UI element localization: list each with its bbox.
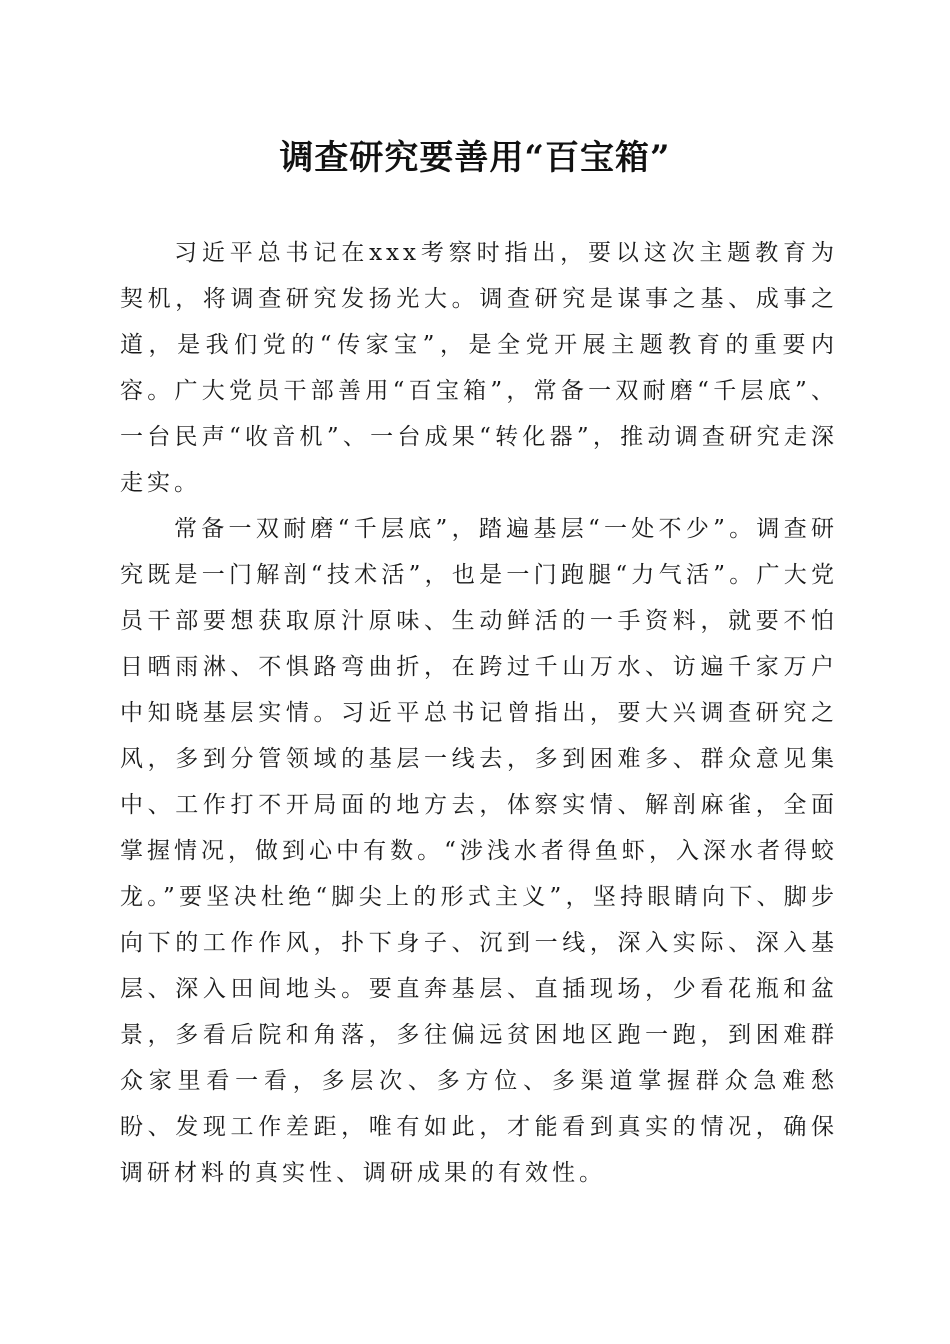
document-title: 调查研究要善用“百宝箱” — [279, 138, 671, 178]
document-body — [120, 230, 838, 1196]
paragraph-2: 常备一双耐磨“千层底”，踏遍基层“一处不少”。调查研究既是一门解剖“技术活”，也是一门跑腿“力气活”。广大党员干部要想获取原汁原味、生动鲜活的一手资料，就要不怕日晒雨淋、不惧路弯曲折，在跨过千山万水、访遍千家万户中知晓基层实情。习近平总书记曾指出，要大兴调查研究之风，多到分管领域的基层一线去，多到困难多、群众意见集中、工作打不开局面的地方去，体察实情、解剖麻雀，全面掌握情况，做到心中有数。“涉浅水者得鱼虾，入深水者得蛟龙。”要坚决杜绝“脚尖上的形式主义”，坚持眼睛向下、脚步向下的工作作风，扑下身子、沉到一线，深入实际、深入基层、深入田间地头。要直奔基层、直插现场，少看花瓶和盆景，多看后院和角落，多往偏远贫困地区跑一跑，到困难群众家里看一看，多层次、多方位、多渠道掌握群众急难愁盼、发现工作差距，唯有如此，才能看到真实的情况，确保调研材料的真实性、调研成果的有效性。 — [120, 516, 838, 1186]
paragraph-1: 习近平总书记在xxx考察时指出，要以这次主题教育为契机，将调查研究发扬光大。调查研究是谋事之基、成事之道，是我们党的“传家宝”，是全党开展主题教育的重要内容。广大党员干部善用“百宝箱”，常备一双耐磨“千层底”、一台民声“收音机”、一台成果“转化器”，推动调查研究走深走实。 — [120, 240, 838, 496]
